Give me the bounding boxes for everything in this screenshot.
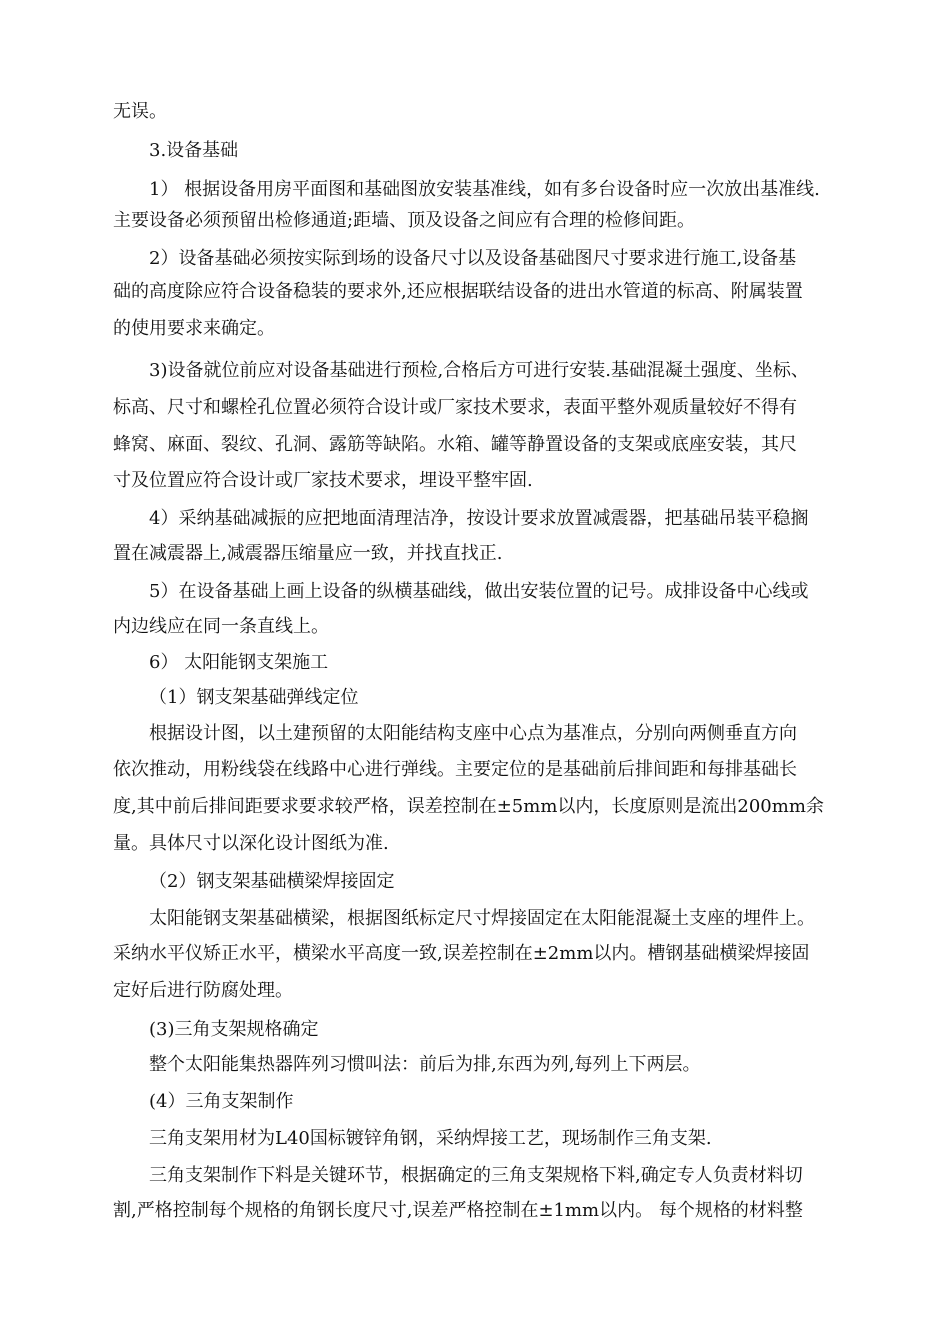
- text-line: 无误。: [113, 101, 167, 122]
- text-line: 置在减震器上,减震器压缩量应一致，并找直找正.: [113, 543, 503, 564]
- text-line: 内边线应在同一条直线上。: [113, 616, 329, 637]
- text-line: 标高、尺寸和螺栓孔位置必须符合设计或厂家技术要求，表面平整外观质量较好不得有: [113, 397, 797, 418]
- section-heading: （2）钢支架基础横梁焊接固定: [149, 871, 395, 892]
- text-line: 定好后进行防腐处理。: [113, 980, 293, 1001]
- text-line: 的使用要求来确定。: [113, 318, 275, 339]
- text-line: 蜂窝、麻面、裂纹、孔洞、露筋等缺陷。水箱、罐等静置设备的支架或底座安装，其尺: [113, 434, 797, 455]
- section-heading: 3.设备基础: [149, 140, 239, 161]
- text-line: 三角支架制作下料是关键环节，根据确定的三角支架规格下料,确定专人负责材料切: [149, 1165, 803, 1186]
- text-line: 5）在设备基础上画上设备的纵横基础线，做出安装位置的记号。成排设备中心线或: [149, 581, 809, 602]
- text-line: 3)设备就位前应对设备基础进行预检,合格后方可进行安装.基础混凝土强度、坐标、: [149, 360, 809, 381]
- text-line: 采纳水平仪矫正水平，横梁水平高度一致,误差控制在±2mm以内。槽钢基础横梁焊接固: [113, 943, 810, 964]
- text-line: 主要设备必须预留出检修通道;距墙、顶及设备之间应有合理的检修间距。: [113, 210, 696, 231]
- section-heading: (3)三角支架规格确定: [149, 1019, 319, 1040]
- text-line: 1） 根据设备用房平面图和基础图放安装基准线，如有多台设备时应一次放出基准线.: [149, 179, 820, 200]
- text-line: 量。具体尺寸以深化设计图纸为准.: [113, 833, 389, 854]
- text-line: 整个太阳能集热器阵列习惯叫法：前后为排,东西为列,每列上下两层。: [149, 1054, 701, 1075]
- text-line: 4）采纳基础减振的应把地面清理洁净，按设计要求放置减震器，把基础吊装平稳搁: [149, 508, 809, 529]
- text-line: 2）设备基础必须按实际到场的设备尺寸以及设备基础图尺寸要求进行施工,设备基: [149, 248, 797, 269]
- text-line: 三角支架用材为L40国标镀锌角钢，采纳焊接工艺，现场制作三角支架.: [149, 1128, 712, 1149]
- text-line: 太阳能钢支架基础横梁，根据图纸标定尺寸焊接固定在太阳能混凝土支座的埋件上。: [149, 908, 815, 929]
- section-heading: 6） 太阳能钢支架施工: [149, 652, 329, 673]
- section-heading: (4）三角支架制作: [149, 1091, 294, 1112]
- text-line: 依次推动，用粉线袋在线路中心进行弹线。主要定位的是基础前后排间距和每排基础长: [113, 759, 797, 780]
- text-line: 根据设计图，以土建预留的太阳能结构支座中心点为基准点，分别向两侧垂直方向: [149, 723, 797, 744]
- text-line: 度,其中前后排间距要求要求较严格，误差控制在±5mm以内，长度原则是流出200mm余: [113, 796, 824, 817]
- text-line: 割,严格控制每个规格的角钢长度尺寸,误差严格控制在±1mm以内。 每个规格的材料整: [113, 1200, 803, 1221]
- text-line: 础的高度除应符合设备稳装的要求外,还应根据联结设备的进出水管道的标高、附属装置: [113, 281, 803, 302]
- section-heading: （1）钢支架基础弹线定位: [149, 687, 359, 708]
- text-line: 寸及位置应符合设计或厂家技术要求，埋设平整牢固.: [113, 470, 533, 491]
